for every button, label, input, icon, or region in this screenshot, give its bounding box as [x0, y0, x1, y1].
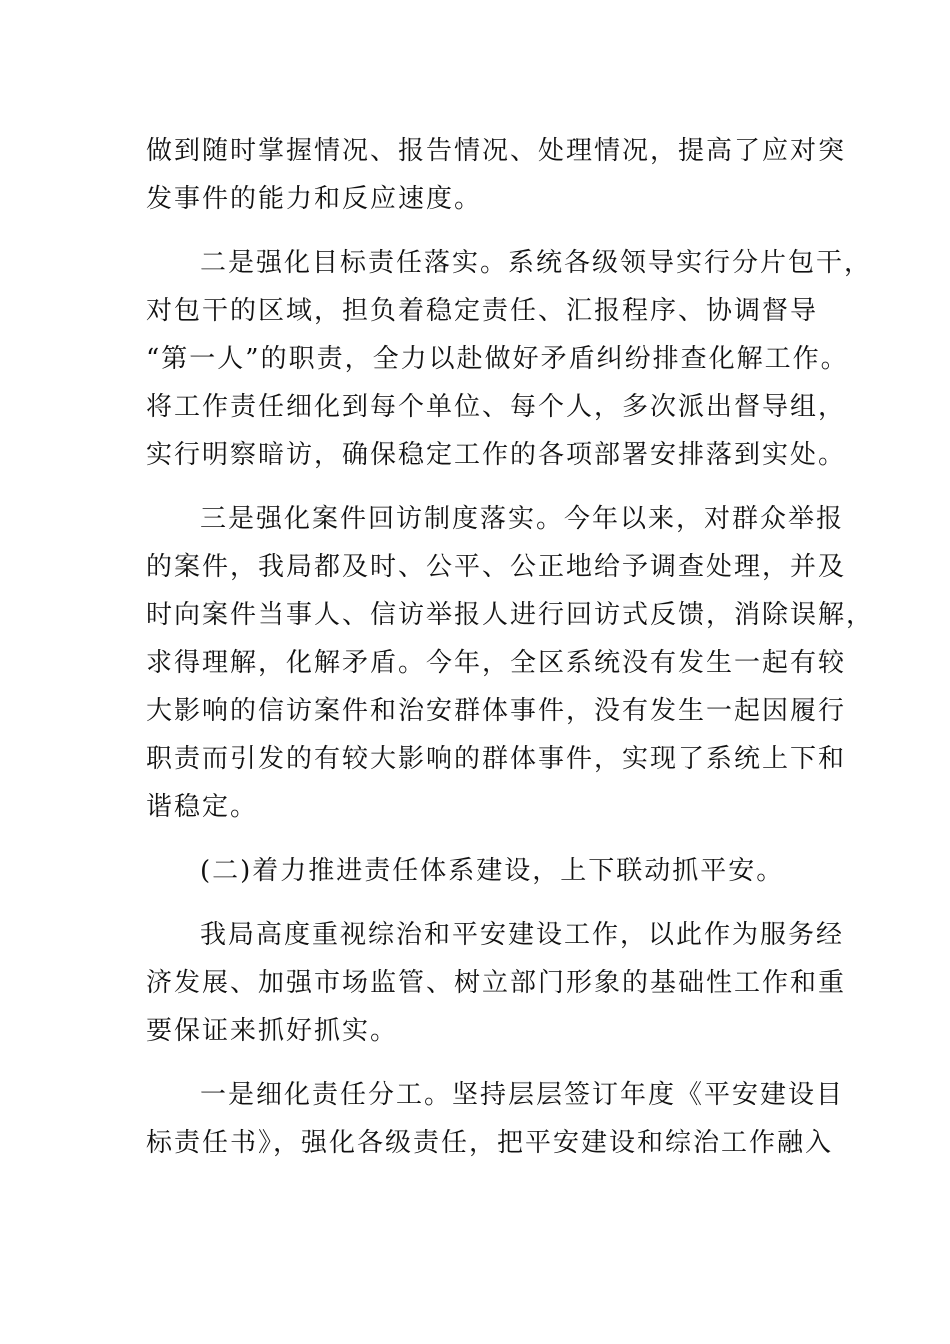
text-line: 将工作责任细化到每个单位、每个人，多次派出督导组， [146, 392, 847, 422]
text-line: 时向案件当事人、信访举报人进行回访式反馈，消除误解， [146, 600, 875, 630]
text-line: “第一人”的职责，全力以赴做好矛盾纠纷排查化解工作。 [146, 344, 849, 374]
text-line: 大影响的信访案件和治安群体事件，没有发生一起因履行 [146, 696, 847, 726]
text-line: 实行明察暗访，确保稳定工作的各项部署安排落到实处。 [146, 440, 847, 470]
text-line: 二是强化目标责任落实。系统各级领导实行分片包干， [200, 248, 873, 278]
text-line: 职责而引发的有较大影响的群体事件，实现了系统上下和 [146, 744, 847, 774]
section-heading: (二)着力推进责任体系建设，上下联动抓平安。 [200, 856, 785, 886]
text-line: 对包干的区域，担负着稳定责任、汇报程序、协调督导 [146, 296, 819, 326]
text-line: 济发展、加强市场监管、树立部门形象的基础性工作和重 [146, 968, 847, 998]
text-line: 的案件，我局都及时、公平、公正地给予调查处理，并及 [146, 552, 847, 582]
text-line: 发事件的能力和反应速度。 [146, 184, 483, 214]
text-line: 谐稳定。 [146, 792, 259, 822]
text-line: 一是细化责任分工。坚持层层签订年度《平安建设目 [200, 1080, 845, 1110]
text-line: 标责任书》，强化各级责任，把平安建设和综治工作融入 [146, 1128, 834, 1158]
text-line: 做到随时掌握情况、报告情况、处理情况，提高了应对突 [146, 136, 847, 166]
text-line: 我局高度重视综治和平安建设工作，以此作为服务经 [200, 920, 845, 950]
text-line: 要保证来抓好抓实。 [146, 1016, 399, 1046]
text-line: 三是强化案件回访制度落实。今年以来，对群众举报 [200, 504, 845, 534]
text-line: 求得理解，化解矛盾。今年，全区系统没有发生一起有较 [146, 648, 847, 678]
